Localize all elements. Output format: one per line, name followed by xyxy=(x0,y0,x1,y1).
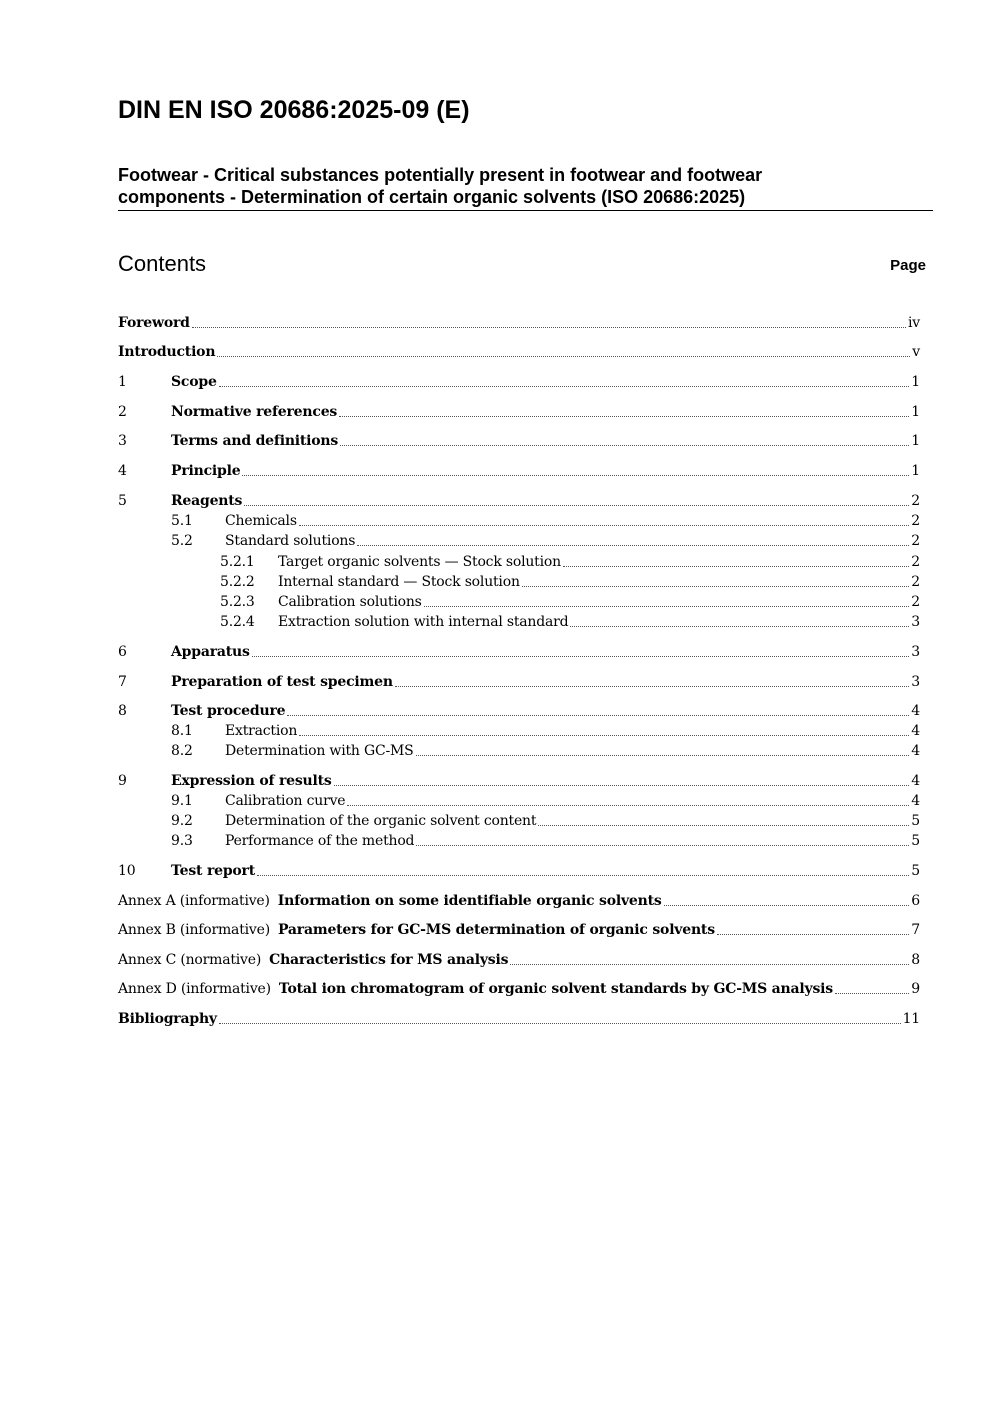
toc-entry-5-2-3-calibration-solutions[interactable] xyxy=(118,591,920,611)
toc-entry-title: Test procedure xyxy=(171,703,286,719)
toc-entry-annex-c-characteristics-for-ms-analysis[interactable] xyxy=(118,949,920,969)
toc-dot-leader xyxy=(510,964,909,965)
toc-entry-8-2-determination-with-gc-ms[interactable] xyxy=(118,740,920,760)
toc-entry-title: Standard solutions xyxy=(225,533,356,549)
toc-entry-9-expression-of-results[interactable] xyxy=(118,770,920,790)
toc-dot-leader xyxy=(538,825,909,826)
toc-entry-number: 5.2.3 xyxy=(220,594,255,610)
toc-entry-title: Determination of the organic solvent content xyxy=(225,813,537,829)
toc-dot-leader xyxy=(334,785,910,786)
toc-page-number: 1 xyxy=(911,433,920,449)
toc-dot-leader xyxy=(244,505,909,506)
toc-entry-title: Test report xyxy=(171,863,255,879)
toc-entry-title: Extraction solution with internal standard xyxy=(278,614,569,630)
toc-page-number: 2 xyxy=(911,533,920,549)
toc-page-number: 11 xyxy=(902,1011,920,1027)
toc-dot-leader xyxy=(257,875,909,876)
toc-annex-title: Characteristics for MS analysis xyxy=(269,952,509,968)
toc-entry-9-3-performance-of-the-method[interactable] xyxy=(118,830,920,850)
toc-entry-8-1-extraction[interactable] xyxy=(118,720,920,740)
toc-entry-8-test-procedure[interactable] xyxy=(118,700,920,720)
toc-entry-annex-a-information-on-some-identifiable-organic[interactable] xyxy=(118,890,920,910)
toc-entry-title: Expression of results xyxy=(171,773,332,789)
toc-page-number: 2 xyxy=(911,594,920,610)
toc-entry-title: Terms and definitions xyxy=(171,433,339,449)
document-standard-id: DIN EN ISO 20686:2025-09 (E) xyxy=(118,96,470,124)
toc-page-number: 9 xyxy=(911,981,920,997)
toc-page-number: 3 xyxy=(911,674,920,690)
contents-heading: Contents xyxy=(118,251,207,276)
toc-entry-bibliography[interactable] xyxy=(118,1008,920,1028)
toc-dot-leader xyxy=(287,715,909,716)
toc-annex-prefix: Annex D (informative) xyxy=(118,981,271,997)
toc-dot-leader xyxy=(522,586,910,587)
toc-dot-leader xyxy=(217,356,910,357)
toc-page-number: 6 xyxy=(911,893,920,909)
toc-entry-number: 5.1 xyxy=(171,513,193,529)
toc-entry-title: Introduction xyxy=(118,344,216,360)
toc-page-number: 4 xyxy=(911,703,920,719)
toc-dot-leader xyxy=(717,934,909,935)
toc-entry-10-test-report[interactable] xyxy=(118,860,920,880)
toc-page-number: 7 xyxy=(911,922,920,938)
toc-entry-title: Scope xyxy=(171,374,217,390)
toc-entry-number: 5.2.2 xyxy=(220,574,255,590)
toc-entry-foreword[interactable] xyxy=(118,312,920,332)
toc-page-number: 4 xyxy=(911,743,920,759)
toc-entry-title: Chemicals xyxy=(225,513,297,529)
toc-dot-leader xyxy=(252,656,910,657)
toc-entry-number: 8.1 xyxy=(171,723,193,739)
toc-dot-leader xyxy=(664,905,910,906)
toc-dot-leader xyxy=(219,1023,901,1024)
toc-dot-leader xyxy=(416,845,909,846)
table-of-contents xyxy=(118,0,920,1403)
toc-page-number: 2 xyxy=(911,554,920,570)
toc-page-number: 1 xyxy=(911,374,920,390)
toc-entry-9-2-determination-of-the-organic-solvent-con[interactable] xyxy=(118,810,920,830)
toc-entry-title: Target organic solvents — Stock solution xyxy=(278,554,561,570)
toc-annex-title: Total ion chromatogram of organic solvent standards by GC-MS analysis xyxy=(278,981,833,997)
toc-entry-title: Determination with GC-MS xyxy=(225,743,414,759)
toc-dot-leader xyxy=(347,805,909,806)
toc-entry-9-1-calibration-curve[interactable] xyxy=(118,790,920,810)
toc-page-number: 3 xyxy=(911,614,920,630)
toc-page-number: 2 xyxy=(911,513,920,529)
toc-entry-5-2-2-internal-standard-stock-solution[interactable] xyxy=(118,571,920,591)
page-column-label: Page xyxy=(890,257,926,274)
toc-entry-number: 7 xyxy=(118,674,127,690)
document-title-line-1: Footwear - Critical substances potentially present in footwear and footwear xyxy=(118,165,763,185)
toc-page-number: 4 xyxy=(911,723,920,739)
toc-entry-title: Calibration curve xyxy=(225,793,346,809)
toc-annex-title: Parameters for GC-MS determination of organic solvents xyxy=(277,922,715,938)
toc-entry-4-principle[interactable] xyxy=(118,460,920,480)
toc-entry-number: 5 xyxy=(118,493,127,509)
toc-entry-number: 8.2 xyxy=(171,743,193,759)
toc-page-number: 5 xyxy=(911,813,920,829)
toc-dot-leader xyxy=(835,993,909,994)
toc-page-number: 2 xyxy=(911,574,920,590)
toc-page-number: 5 xyxy=(911,833,920,849)
toc-entry-annex-b-parameters-for-gc-ms-determination-of-or[interactable] xyxy=(118,919,920,939)
toc-dot-leader xyxy=(570,626,909,627)
toc-page-number: v xyxy=(912,344,920,360)
toc-page-number: 2 xyxy=(911,493,920,509)
toc-dot-leader xyxy=(563,566,909,567)
toc-dot-leader xyxy=(219,386,910,387)
toc-entry-number: 9 xyxy=(118,773,127,789)
toc-entry-number: 4 xyxy=(118,463,127,479)
toc-entry-number: 9.2 xyxy=(171,813,193,829)
toc-page-number: 5 xyxy=(911,863,920,879)
toc-entry-number: 9.1 xyxy=(171,793,193,809)
toc-dot-leader xyxy=(357,545,909,546)
toc-entry-title xyxy=(118,892,662,910)
toc-dot-leader xyxy=(424,606,910,607)
toc-entry-title: Normative references xyxy=(171,404,338,420)
toc-entry-title: Internal standard — Stock solution xyxy=(278,574,520,590)
toc-entry-title xyxy=(118,951,508,969)
toc-entry-number: 8 xyxy=(118,703,127,719)
toc-entry-number: 2 xyxy=(118,404,127,420)
toc-entry-title: Apparatus xyxy=(171,644,250,660)
toc-entry-title: Bibliography xyxy=(118,1011,217,1027)
toc-dot-leader xyxy=(299,735,909,736)
toc-entry-number: 1 xyxy=(118,374,127,390)
toc-page-number: 8 xyxy=(911,952,920,968)
toc-page-number: 4 xyxy=(911,793,920,809)
toc-entry-6-apparatus[interactable] xyxy=(118,641,920,661)
toc-page-number: iv xyxy=(908,315,920,331)
toc-entry-number: 5.2 xyxy=(171,533,193,549)
toc-entry-number: 5.2.4 xyxy=(220,614,255,630)
toc-entry-introduction[interactable] xyxy=(118,341,920,361)
toc-dot-leader xyxy=(299,525,909,526)
toc-dot-leader xyxy=(192,327,906,328)
toc-entry-5-2-1-target-organic-solvents-stock-solution[interactable] xyxy=(118,551,920,571)
document-title-line-2: components - Determination of certain organic solvents (ISO 20686:2025) xyxy=(118,187,746,207)
toc-entry-5-reagents[interactable] xyxy=(118,490,920,510)
toc-entry-number: 10 xyxy=(118,863,136,879)
toc-entry-number: 3 xyxy=(118,433,127,449)
toc-entry-2-normative-references[interactable] xyxy=(118,401,920,421)
toc-dot-leader xyxy=(339,416,909,417)
toc-entry-title: Calibration solutions xyxy=(278,594,422,610)
toc-entry-title xyxy=(118,980,833,998)
toc-entry-annex-d-total-ion-chromatogram-of-organic-solven[interactable] xyxy=(118,978,920,998)
toc-annex-prefix: Annex C (normative) xyxy=(118,952,262,968)
toc-dot-leader xyxy=(416,755,910,756)
toc-page-number: 1 xyxy=(911,463,920,479)
toc-dot-leader xyxy=(242,475,909,476)
toc-entry-title: Foreword xyxy=(118,315,190,331)
toc-dot-leader xyxy=(340,445,909,446)
toc-entry-title: Performance of the method xyxy=(225,833,415,849)
toc-dot-leader xyxy=(395,686,909,687)
toc-entry-number: 9.3 xyxy=(171,833,193,849)
toc-entry-title: Extraction xyxy=(225,723,298,739)
toc-annex-title: Information on some identifiable organic solvents xyxy=(277,893,662,909)
toc-entry-title: Principle xyxy=(171,463,241,479)
toc-page-number: 1 xyxy=(911,404,920,420)
toc-annex-prefix: Annex B (informative) xyxy=(118,922,270,938)
toc-entry-title: Reagents xyxy=(171,493,243,509)
toc-entry-title: Preparation of test specimen xyxy=(171,674,393,690)
toc-page-number: 4 xyxy=(911,773,920,789)
toc-page-number: 3 xyxy=(911,644,920,660)
toc-entry-3-terms-and-definitions[interactable] xyxy=(118,430,920,450)
toc-entry-title xyxy=(118,921,715,939)
toc-entry-5-1-chemicals[interactable] xyxy=(118,510,920,530)
toc-entry-number: 6 xyxy=(118,644,127,660)
toc-entry-1-scope[interactable] xyxy=(118,371,920,391)
toc-entry-5-2-4-extraction-solution-with-internal-standa[interactable] xyxy=(118,611,920,631)
toc-entry-number: 5.2.1 xyxy=(220,554,255,570)
toc-entry-7-preparation-of-test-specimen[interactable] xyxy=(118,671,920,691)
toc-entry-5-2-standard-solutions[interactable] xyxy=(118,530,920,550)
toc-annex-prefix: Annex A (informative) xyxy=(118,893,270,909)
